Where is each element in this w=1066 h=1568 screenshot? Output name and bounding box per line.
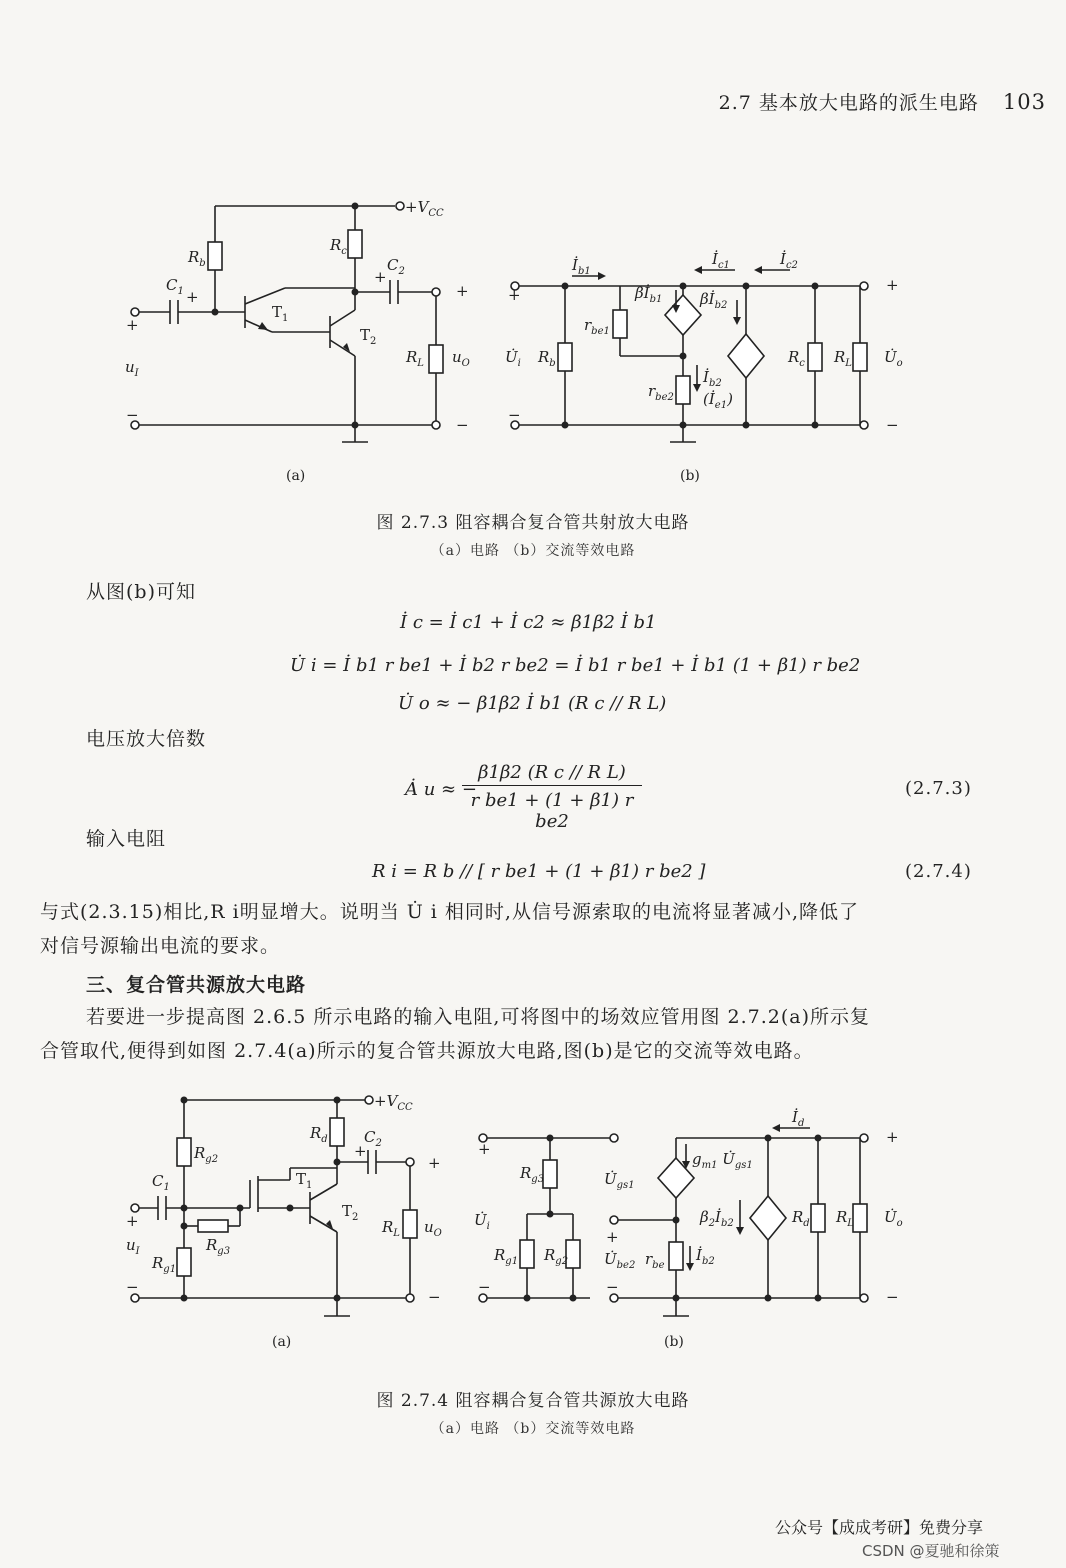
svg-text:U̇o: $U̇_o$ bbox=[884, 1208, 903, 1229]
figure-2-subcaption: （a）电路 （b）交流等效电路 bbox=[430, 1421, 636, 1437]
svg-text:uI: $u_I$ bbox=[125, 358, 139, 379]
svg-text:uI: $u_I$ bbox=[126, 1236, 140, 1257]
equation-ui: U̇ i = İ b1 r be1 + İ b2 r be2 = İ b1 r be1 + İ b1 (1 + β1) r be2 bbox=[290, 655, 861, 676]
intro-text: 从图(b)可知 bbox=[86, 581, 196, 603]
paragraph-1-line-2: 对信号源输出电流的要求。 bbox=[40, 935, 281, 957]
svg-text:U̇gs1: $U̇_{gs1}$ bbox=[604, 1170, 635, 1191]
figure-1-caption: 图 2.7.3 阻容耦合复合管共射放大电路 bbox=[376, 513, 690, 533]
svg-text:(b): (b) bbox=[664, 1334, 684, 1350]
svg-text:İc1: $İ_{c1}$ bbox=[712, 250, 730, 271]
svg-text:+: + bbox=[428, 1154, 441, 1172]
svg-text:Rg3: $R_{g3}$ bbox=[206, 1236, 231, 1257]
au-numerator: β1β2 (R c // R L) bbox=[462, 762, 642, 786]
svg-text:(b): (b) bbox=[680, 468, 700, 484]
equation-uo: U̇ o ≈ − β1β2 İ b1 (R c // R L) bbox=[398, 693, 667, 714]
figure-2-7-3 bbox=[0, 180, 1066, 490]
svg-text:RL: $R_L$ bbox=[836, 1208, 854, 1229]
svg-text:−: − bbox=[886, 1288, 899, 1306]
svg-text:+: + bbox=[126, 1212, 139, 1230]
svg-text:RL: $R_L$ bbox=[834, 348, 852, 369]
svg-text:βİb2: $\beta İ_{b2}$ bbox=[700, 290, 728, 311]
paragraph-1-line-1: 与式(2.3.15)相比,R i明显增大。说明当 U̇ i 相同时,从信号源索取的电流将显著减小,降低了 bbox=[40, 901, 860, 923]
paragraph-2-line-1: 若要进一步提高图 2.6.5 所示电路的输入电阻,可将图中的场效应管用图 2.7.2(a)所示复 bbox=[86, 1006, 871, 1028]
svg-text:U̇be2: $U̇_{be2}$ bbox=[604, 1250, 636, 1271]
svg-text:−: − bbox=[126, 1278, 139, 1296]
equation-ri: R i = R b // [ r be1 + (1 + β1) r be2 ] bbox=[372, 861, 706, 882]
section-title: 2.7 基本放大电路的派生电路 bbox=[718, 92, 979, 114]
svg-text:+: + bbox=[606, 1228, 619, 1246]
svg-text:T2: $T_2$ bbox=[360, 326, 377, 347]
svg-text:T1: $T_1$ bbox=[296, 1170, 313, 1191]
svg-text:−: − bbox=[478, 1278, 491, 1296]
svg-text:−: − bbox=[456, 416, 469, 434]
rin-title: 输入电阻 bbox=[86, 828, 167, 850]
svg-text:Rd: $R_d$ bbox=[792, 1208, 810, 1229]
svg-text:(a): (a) bbox=[286, 468, 306, 484]
svg-text:U̇o: $U̇_o$ bbox=[884, 348, 903, 369]
figure-2-caption: 图 2.7.4 阻容耦合复合管共源放大电路 bbox=[376, 1391, 690, 1411]
eq-number-274: (2.7.4) bbox=[905, 861, 972, 882]
running-header bbox=[719, 88, 1046, 115]
svg-text:RL: $R_L$ bbox=[406, 348, 424, 369]
svg-text:T2: $T_2$ bbox=[342, 1202, 359, 1223]
svg-text:gm1 U̇gs1: $g_{m1}$ $U̇_{gs1}$ bbox=[692, 1150, 753, 1171]
paragraph-2-line-2: 合管取代,便得到如图 2.7.4(a)所示的复合管共源放大电路,图(b)是它的交流等效电路。 bbox=[40, 1040, 814, 1062]
svg-text:Rb: $R_b$ bbox=[188, 248, 206, 269]
section-heading-3: 三、复合管共源放大电路 bbox=[86, 974, 307, 996]
svg-text:İc2: $İ_{c2}$ bbox=[780, 250, 798, 271]
svg-text:+: + bbox=[354, 1142, 367, 1160]
svg-text:Rg3: $R_{g3}$ bbox=[520, 1164, 545, 1185]
svg-text:rbe: $r_{be}$ bbox=[645, 1250, 665, 1271]
svg-text:β2İb2: $\beta_2İ_{b2}$ bbox=[700, 1208, 734, 1229]
svg-text:Rg1: $R_{g1}$ bbox=[494, 1246, 519, 1267]
svg-text:(a): (a) bbox=[272, 1334, 292, 1350]
csdn-watermark: CSDN @夏驰和徐策 bbox=[862, 1542, 1000, 1560]
svg-text:rbe1: $r_{be1}$ bbox=[584, 316, 610, 337]
au-denominator: r be1 + (1 + β1) r be2 bbox=[470, 790, 634, 832]
svg-text:rbe2: $r_{be2}$ bbox=[648, 382, 674, 403]
svg-text:U̇i: $U̇_i$ bbox=[474, 1211, 490, 1232]
svg-text:C1: $C_1$ bbox=[166, 276, 184, 297]
svg-text:Rc: $R_c$ bbox=[330, 236, 347, 257]
svg-text:C1: $C_1$ bbox=[152, 1172, 170, 1193]
gain-title: 电压放大倍数 bbox=[86, 728, 207, 750]
svg-text:+: + bbox=[186, 288, 199, 306]
svg-text:Rg2: $R_{g2}$ bbox=[194, 1144, 219, 1165]
svg-text:+: + bbox=[374, 268, 387, 286]
eq-number-273: (2.7.3) bbox=[905, 778, 972, 799]
svg-text:+VCC: $+V_{CC}$ bbox=[405, 198, 444, 219]
svg-text:T1: $T_1$ bbox=[272, 303, 289, 324]
svg-text:C2: $C_2$ bbox=[364, 1128, 382, 1149]
svg-text:−: − bbox=[886, 416, 899, 434]
svg-text:−: − bbox=[606, 1278, 619, 1296]
equation-au-lhs: Ȧ u ≈ − bbox=[405, 779, 477, 800]
svg-text:(İe1): $(İ_{e1})$ bbox=[703, 390, 733, 411]
svg-text:U̇i: $U̇_i$ bbox=[505, 348, 521, 369]
svg-text:+: + bbox=[126, 316, 139, 334]
svg-text:uO: $u_O$ bbox=[452, 348, 470, 369]
equation-ic: İ c = İ c1 + İ c2 ≈ β1β2 İ b1 bbox=[400, 612, 657, 633]
svg-text:İb1: $İ_{b1}$ bbox=[572, 256, 591, 277]
svg-text:−: − bbox=[126, 406, 139, 424]
svg-text:uO: $u_O$ bbox=[424, 1218, 442, 1239]
svg-text:İb2: $İ_{b2}$ bbox=[696, 1246, 715, 1267]
svg-text:+VCC: $+V_{CC}$ bbox=[374, 1092, 413, 1113]
equation-au-fraction bbox=[462, 762, 642, 832]
svg-text:Rb: $R_b$ bbox=[538, 348, 556, 369]
svg-text:RL: $R_L$ bbox=[382, 1218, 400, 1239]
svg-text:+: + bbox=[508, 286, 521, 304]
page-number: 103 bbox=[1002, 90, 1046, 114]
svg-text:İd: $İ_d$ bbox=[792, 1108, 805, 1129]
svg-text:−: − bbox=[428, 1288, 441, 1306]
svg-text:Rd: $R_d$ bbox=[310, 1124, 328, 1145]
svg-text:+: + bbox=[478, 1140, 491, 1158]
svg-text:βİb1: $\beta İ_{b1}$ bbox=[635, 284, 663, 305]
wechat-watermark: 公众号【成成考研】免费分享 bbox=[775, 1518, 984, 1537]
svg-text:Rg1: $R_{g1}$ bbox=[152, 1254, 177, 1275]
svg-text:C2: $C_2$ bbox=[387, 256, 405, 277]
svg-text:−: − bbox=[508, 406, 521, 424]
figure-1-subcaption: （a）电路 （b）交流等效电路 bbox=[430, 543, 636, 559]
svg-text:Rc: $R_c$ bbox=[788, 348, 805, 369]
svg-text:+: + bbox=[886, 276, 899, 294]
svg-text:+: + bbox=[456, 282, 469, 300]
figure-2-7-4 bbox=[0, 1080, 1066, 1370]
svg-text:İb2: $İ_{b2}$ bbox=[703, 368, 722, 389]
svg-text:+: + bbox=[886, 1128, 899, 1146]
svg-text:Rg2: $R_{g2}$ bbox=[544, 1246, 569, 1267]
